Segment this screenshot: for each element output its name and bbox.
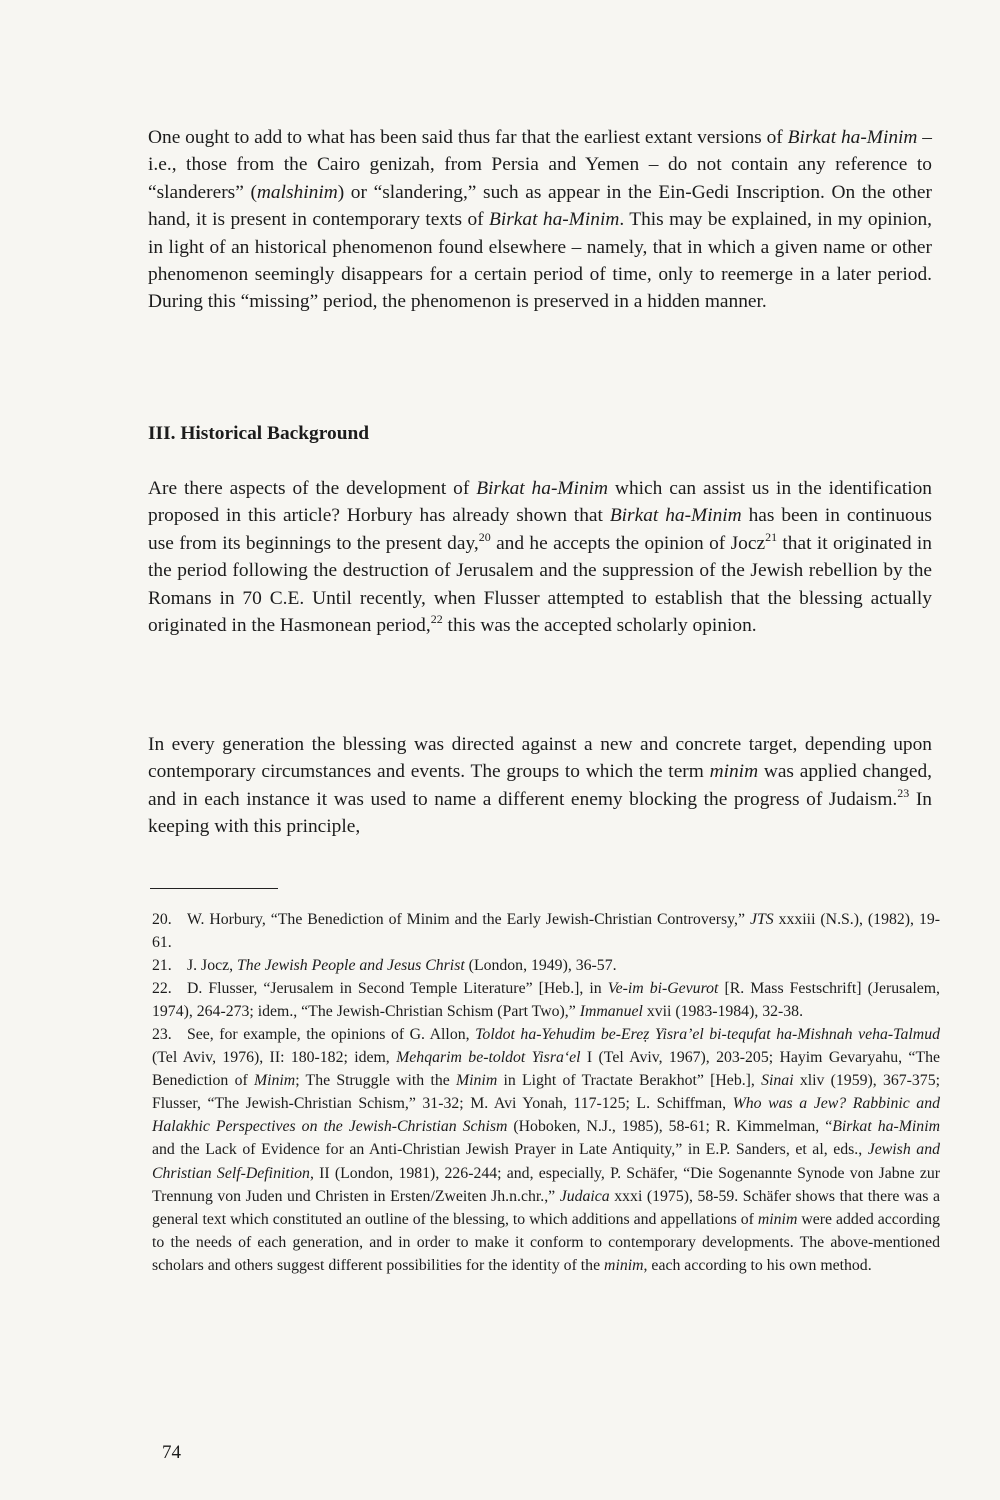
text-run: this was the accepted scholarly opinion. xyxy=(442,615,757,637)
text-run: in Light of Tractate Berakhot” [Heb.], xyxy=(497,1072,762,1090)
text-run: (London, 1949), 36-57. xyxy=(464,957,617,975)
italic-text: minim xyxy=(709,761,759,783)
text-run: . This may be explained, in my opinion, in light of an historical phenomenon found elsewhere – namely, that in which a given name or other phenomenon seemingly disappears for a certain period of time, only to reemerge in a later period. During this “missing” period, the phenomenon is preserved in a hidden manner. xyxy=(148,209,932,313)
italic-text: The Jewish People and Jesus Christ xyxy=(237,957,465,975)
body-paragraph-3 xyxy=(148,731,932,841)
italic-text: Jewish and Christian Self-Definition xyxy=(152,1141,940,1182)
page-number: 74 xyxy=(162,1442,181,1463)
text-run: J. Jocz, xyxy=(187,957,238,975)
italic-text: Who was a Jew? Rabbinic and Halakhic Perspectives on the Jewish-Christian Schism xyxy=(152,1095,940,1136)
text-run: D. Flusser, “Jerusalem in Second Temple Literature” [Heb.], in xyxy=(187,980,608,998)
footnote-ref: 20 xyxy=(478,529,491,544)
footnote-number: 23. xyxy=(152,1026,172,1044)
footnote-divider xyxy=(150,888,278,889)
footnote-ref: 23 xyxy=(897,785,910,800)
italic-text: Birkat ha-Minim xyxy=(832,1118,940,1136)
text-run: – i.e., those from the Cairo genizah, from Persia and Yemen – do not contain any reference to “slanderers” ( xyxy=(148,127,933,203)
text-run: , each according to his own method. xyxy=(643,1256,872,1274)
footnotes xyxy=(152,908,940,1277)
text-run: W. Horbury, “The Benediction of Minim and the Early Jewish-Christian Controversy,” xyxy=(187,911,750,928)
footnote-20 xyxy=(152,908,940,954)
italic-text: Birkat ha-Minim xyxy=(609,505,742,527)
text-run: xliv (1959), 367-375; Flusser, “The Jewish-Christian Schism,” 31-32; M. Avi Yonah, 117-125; L. Schiffman, xyxy=(152,1072,940,1113)
footnote-ref: 22 xyxy=(430,612,443,627)
footnote-ref: 21 xyxy=(765,529,778,544)
footnote-number: 20. xyxy=(152,911,172,928)
italic-text: malshinim xyxy=(256,181,338,203)
footnote-23 xyxy=(152,1023,940,1277)
text-run: that it originated in the period following the destruction of Jerusalem and the suppression of the Jewish rebellion by the Romans in 70 C.E. Until recently, when Flusser attempted to establish that the blessing actually originated in the Hasmonean period, xyxy=(148,532,932,637)
footnote-22 xyxy=(152,977,940,1023)
italic-text: minim xyxy=(604,1256,644,1274)
footnote-number: 22. xyxy=(152,980,172,998)
text-run: , II (London, 1981), 226-244; and, especially, P. Schäfer, “Die Sogenannte Synode von Jabne zur Trennung von Juden und Christen in Ersten/Zweiten Jh.n.chr.,” xyxy=(152,1164,940,1205)
text-run: ; The Struggle with the xyxy=(295,1072,456,1090)
italic-text: Birkat ha-Minim xyxy=(787,127,918,148)
text-run: and he accepts the opinion of Jocz xyxy=(490,532,766,554)
italic-text: Mehqarim be-toldot Yisra‘el xyxy=(396,1049,581,1067)
text-run: xxxi (1975), 58-59. Schäfer shows that there was a general text which constituted an outline of the blessing, to which additions and appellations of xyxy=(152,1187,940,1228)
text-run: xvii (1983-1984), 32-38. xyxy=(642,1003,804,1021)
text-run: See, for example, the opinions of G. Allon, xyxy=(187,1026,476,1044)
italic-text: Judaica xyxy=(559,1187,610,1205)
text-run: xxxiii (N.S.), (1982), 19-61. xyxy=(152,911,940,952)
text-run: (Tel Aviv, 1976), II: 180-182; idem, xyxy=(152,1049,397,1067)
text-run: was applied changed, and in each instance it was used to name a different enemy blocking the progress of Judaism. xyxy=(148,761,932,810)
text-run: (Hoboken, N.J., 1985), 58-61; R. Kimmelman, “ xyxy=(507,1118,833,1136)
italic-text: Minim xyxy=(253,1072,296,1090)
text-run: were added according to the needs of each generation, and in order to make it conform to contemporary developments. The above-mentioned scholars and others suggest different possibilities for the identity of the xyxy=(152,1210,940,1274)
body-paragraph-1 xyxy=(148,124,932,316)
text-run: In keeping with this principle, xyxy=(148,788,932,838)
italic-text: Ve-im bi-Gevurot xyxy=(607,980,719,998)
text-run: In every generation the blessing was directed against a new and concrete target, depending upon contemporary circumstances and events. The groups to which the term xyxy=(148,734,932,783)
italic-text: Immanuel xyxy=(579,1003,643,1021)
section-heading: III. Historical Background xyxy=(148,423,370,444)
text-run: I (Tel Aviv, 1967), 203-205; Hayim Gevaryahu, “The Benediction of xyxy=(152,1049,940,1090)
italic-text: minim xyxy=(757,1210,798,1228)
text-run: ) or “slandering,” such as appear in the Ein-Gedi Inscription. On the other hand, it is present in contemporary texts of xyxy=(148,181,932,231)
body-paragraph-2 xyxy=(148,475,932,639)
italic-text: Birkat ha-Minim xyxy=(489,209,620,231)
italic-text: Minim xyxy=(455,1072,498,1090)
italic-text: Sinai xyxy=(761,1072,794,1090)
italic-text: Birkat ha-Minim xyxy=(476,478,609,499)
text-run: One ought to add to what has been said thus far that the earliest extant versions of xyxy=(148,127,788,148)
text-run: and the Lack of Evidence for an Anti-Christian Jewish Prayer in Late Antiquity,” in E.P. Sanders, et al, eds., xyxy=(152,1141,868,1159)
text-run: which can assist us in the identification proposed in this article? Horbury has already shown that xyxy=(148,478,932,527)
text-run: [R. Mass Festschrift] (Jerusalem, 1974), 264-273; idem., “The Jewish-Christian Schism (Part Two),” xyxy=(152,980,940,1021)
text-run: has been in continuous use from its beginnings to the present day, xyxy=(148,505,932,554)
footnote-21 xyxy=(152,954,940,977)
italic-text: JTS xyxy=(749,911,774,928)
italic-text: Toldot ha-Yehudim be-Ereẓ Yisra’el bi-tequfat ha-Mishnah veha-Talmud xyxy=(475,1026,940,1044)
footnote-number: 21. xyxy=(152,957,172,975)
text-run: Are there aspects of the development of xyxy=(148,478,477,499)
